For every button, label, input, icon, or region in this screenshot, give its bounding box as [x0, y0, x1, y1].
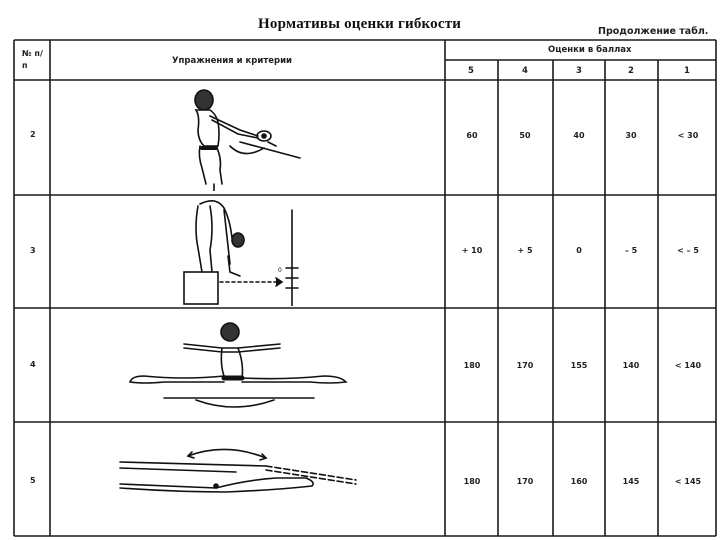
score-col-2: 2	[628, 66, 634, 76]
score-cell: 155	[570, 361, 588, 370]
score-cell: + 10	[461, 246, 483, 255]
score-cell: 180	[463, 477, 481, 486]
forward-bend-figure	[180, 198, 310, 306]
score-cell: 170	[516, 361, 534, 370]
score-cell: – 5	[624, 246, 638, 255]
score-col-3: 3	[576, 66, 582, 76]
score-cell: 180	[463, 361, 481, 370]
score-cell: < 145	[674, 477, 702, 486]
score-cell: 40	[573, 131, 585, 140]
row-number: 2	[30, 130, 36, 139]
score-cell: 50	[519, 131, 531, 140]
page-title: Нормативы оценки гибкости	[258, 16, 462, 32]
svg-text:0: 0	[278, 267, 282, 274]
score-cell: 170	[516, 477, 534, 486]
shoulder-flexibility-figure	[180, 86, 320, 191]
ankle-flexion-figure	[116, 440, 366, 496]
score-col-5: 5	[468, 66, 474, 76]
row-number: 5	[30, 476, 36, 485]
score-col-1: 1	[684, 66, 690, 76]
score-col-4: 4	[522, 66, 528, 76]
row-number: 3	[30, 246, 36, 255]
score-cell: + 5	[517, 246, 533, 255]
score-cell: 30	[625, 131, 637, 140]
col-exercise-header: Упражнения и критерии	[172, 56, 293, 66]
side-split-figure	[124, 318, 354, 410]
score-cell: 160	[570, 477, 588, 486]
continuation-label: Продолжение табл.	[598, 26, 709, 37]
score-cell: 140	[622, 361, 640, 370]
col-scores-header: Оценки в баллах	[548, 45, 632, 55]
score-cell: < 30	[677, 131, 699, 140]
score-cell: 0	[576, 246, 582, 255]
score-cell: < 140	[674, 361, 702, 370]
row-number: 4	[30, 360, 36, 369]
score-cell: 145	[622, 477, 640, 486]
col-num-header: № п/п	[22, 49, 43, 70]
score-cell: < – 5	[677, 246, 699, 255]
score-cell: 60	[466, 131, 478, 140]
